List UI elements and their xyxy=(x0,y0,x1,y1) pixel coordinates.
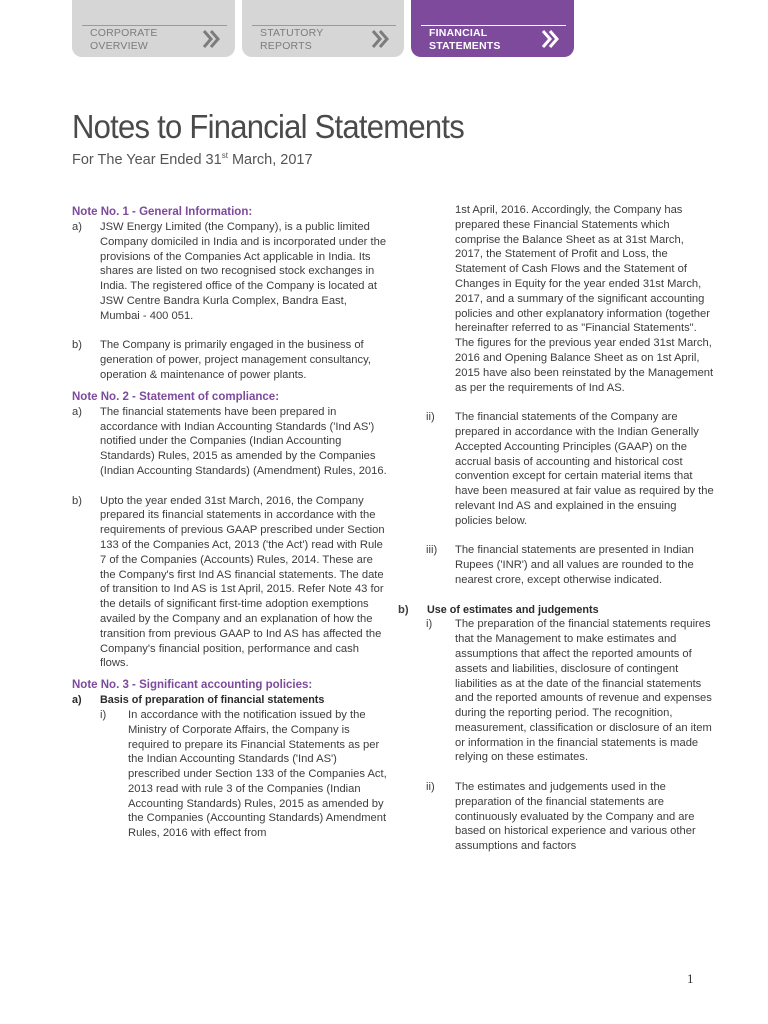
page-subtitle: For The Year Ended 31st March, 2017 xyxy=(72,151,313,168)
tab-rule xyxy=(421,25,566,26)
tab-label: FINANCIAL STATEMENTS xyxy=(429,27,501,52)
left-column xyxy=(72,205,388,841)
item-marker: ii) xyxy=(426,781,435,794)
item-marker: b) xyxy=(398,603,409,616)
note-3-item-a xyxy=(72,693,388,708)
tab-statutory-reports[interactable] xyxy=(242,0,404,57)
double-chevron-right-icon xyxy=(370,29,390,49)
item-marker: ii) xyxy=(426,411,435,424)
item-marker: b) xyxy=(72,339,82,352)
item-marker: b) xyxy=(72,494,82,507)
page-number: 1 xyxy=(687,971,694,986)
double-chevron-right-icon xyxy=(540,29,560,49)
item-text: The Company is primarily engaged in the business of generation of power, project management consultancy, operation & maintenance of power plants. xyxy=(100,339,371,381)
item-text: Upto the year ended 31st March, 2016, the Company prepared its financial statements in accordance with the requirements of previous GAAP prescribed under Section 133 of the Companies Act, 2013 ('the Act') read with Rule 7 of the Companies (Accounts) Rules, 2014. These are the Company's first Ind AS financial statements. The date of transition to Ind AS is 1st April, 2015. Refer Note 43 for the details of significant first-time adoption exemptions availed by the Company and an explanation of how the transition from previous GAAP to Ind AS has affected the Company's financial position, performance and cash flows. xyxy=(100,494,385,670)
item-text: In accordance with the notification issued by the Ministry of Corporate Affairs, the Company is required to prepare its Financial Statements as per the Indian Accounting Standards ('Ind AS') prescribed under Section 133 of the Companies Act, 2013 read with rule 3 of the Companies (Indian Accounting Standards) Rules, 2015 as amended by the Companies (Accounting Standards) Amendment Rules, 2016 with effect from xyxy=(128,708,387,840)
section-b-heading-row xyxy=(398,603,714,618)
item-iii xyxy=(398,543,714,587)
tab-corporate-overview[interactable] xyxy=(72,0,235,57)
right-column xyxy=(398,203,714,854)
note-1-heading: Note No. 1 - General Information: xyxy=(72,206,253,218)
note-2-item-a xyxy=(72,405,388,479)
section-b-item-ii xyxy=(398,780,714,854)
item-marker: iii) xyxy=(426,544,438,557)
item-text: The estimates and judgements used in the preparation of the financial statements are continuously evaluated by the Company and are based on historical experience and various other assumptions and factors xyxy=(455,781,696,853)
double-chevron-right-icon xyxy=(201,29,221,49)
item-marker: i) xyxy=(426,618,433,631)
note-3-heading: Note No. 3 - Significant accounting policies: xyxy=(72,679,313,692)
section-b-item-i xyxy=(398,617,714,765)
note-2-item-b xyxy=(72,494,388,672)
item-text: JSW Energy Limited (the Company), is a public limited Company domiciled in India and is incorporated under the provisions of the Companies Act applicable in India. Its shares are listed on two recognised stock exchanges in India. The registered office of the Company is located at JSW Centre Bandra Kurla Complex, Bandra East, Mumbai - 400 051. xyxy=(100,221,387,322)
tab-label: STATUTORY REPORTS xyxy=(260,27,324,52)
note-1-item-a xyxy=(72,220,388,324)
item-text: The financial statements have been prepared in accordance with Indian Accounting Standards ('Ind AS') notified under the Companies (Indian Accounting Standards) Rules, 2015 as amended by the Companies (Indian Accounting Standards) (Amendment) Rules, 2016. xyxy=(100,405,387,477)
note-2-heading: Note No. 2 - Statement of compliance: xyxy=(72,390,280,403)
item-marker: a) xyxy=(72,221,82,233)
tab-rule xyxy=(252,25,396,26)
item-marker: a) xyxy=(72,405,82,418)
tab-label: CORPORATE OVERVIEW xyxy=(90,27,158,52)
page-title: Notes to Financial Statements xyxy=(72,108,464,145)
tab-financial-statements[interactable] xyxy=(411,0,574,57)
item-marker: a) xyxy=(72,694,82,707)
continued-text: 1st April, 2016. Accordingly, the Company has prepared these Financial Statements which comprise the Balance Sheet as at 31st March, 2017, the Statement of Profit and Loss, the Statement of Cash Flows and the Statement of Changes in Equity for the year ended 31st March, 2017, and a summary of the significant accounting policies and other explanatory information (together hereinafter referred to as "Financial Statements". The figures for the previous year ended 31st March, 2016 and Opening Balance Sheet as on 1st April, 2015 have also been reinstated by the Management as per the requirements of Ind AS. xyxy=(455,204,714,394)
tab-rule xyxy=(82,25,227,26)
item-text: The preparation of the financial statements requires that the Management to make estimates and assumptions that affect the reported amounts of assets and liabilities, disclosure of contingent liabilities as at the date of the financial statements and the reported amounts of revenue and expenses during the reporting period. The recognition, measurement, classification or disclosure of an item or information in the financial statements is made relying on these estimates. xyxy=(455,618,712,764)
item-text: The financial statements are presented in Indian Rupees ('INR') and all values are rounded to the nearest crore, except otherwise indicated. xyxy=(455,544,694,586)
item-text: The financial statements of the Company are prepared in accordance with the Indian Generally Accepted Accounting Principles (GAAP) on the accrual basis of accounting and historical cost convention except for certain material items that have been measured at fair value as required by the relevant Ind AS and explained in the ensuing policies below. xyxy=(455,411,714,527)
section-heading: Use of estimates and judgements xyxy=(427,603,599,616)
section-heading: Basis of preparation of financial statements xyxy=(100,694,325,707)
item-marker: i) xyxy=(100,708,107,721)
item-ii xyxy=(398,410,714,528)
note-3-a-item-i xyxy=(72,708,388,841)
note-1-item-b xyxy=(72,338,388,382)
